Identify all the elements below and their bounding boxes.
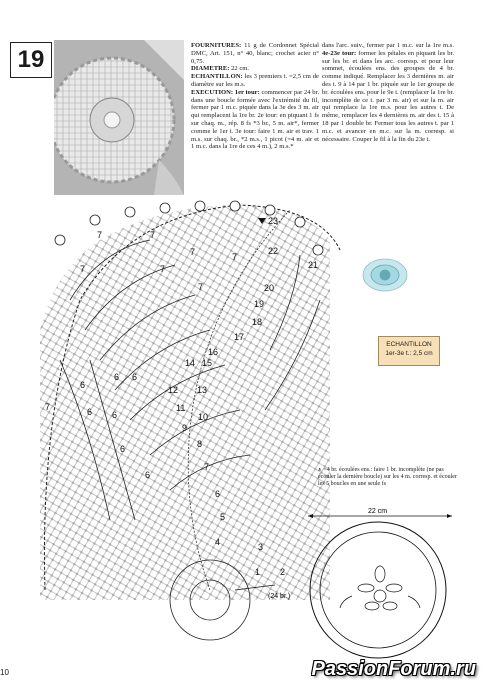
- round-label: 12: [168, 385, 179, 395]
- repeat-label: 7: [198, 282, 204, 292]
- diameter-text: 22 cm.: [231, 65, 250, 73]
- sample-title: ECHANTILLON: [386, 341, 432, 348]
- cluster-stitch-icon: ⩚: [318, 466, 322, 473]
- round-label: 8: [197, 439, 203, 449]
- round-label: 10: [198, 412, 209, 422]
- repeat-label: 7: [232, 252, 238, 262]
- round-label: 4: [215, 537, 221, 547]
- round-label: 15: [202, 358, 213, 368]
- sample-box: [378, 336, 440, 366]
- sample-swatch-icon: [363, 259, 407, 291]
- rounds-label: 4e-23e tour:: [322, 49, 357, 57]
- round-label: 21: [308, 260, 319, 270]
- round-label: 18: [252, 317, 263, 327]
- round-label: 6: [215, 489, 221, 499]
- pattern-number: 19: [10, 42, 52, 78]
- repeat-label: 7: [150, 230, 156, 240]
- watermark: PassionForum.ru: [311, 658, 476, 680]
- round-label: 16: [208, 347, 219, 357]
- diameter-label: DIAMETRE:: [191, 65, 230, 73]
- round-label: 14: [185, 358, 196, 368]
- round-label: 5: [220, 512, 226, 522]
- repeat-label: 6: [87, 407, 93, 417]
- round-label: 19: [254, 299, 265, 309]
- round-label: 1: [255, 567, 261, 577]
- round-label: 7: [204, 462, 210, 472]
- gauge-text: les 3 premiers t. =2,5 cm de diamètre sur les m.s.: [191, 73, 319, 88]
- round-label: 13: [197, 385, 208, 395]
- flower-motif-icon: [340, 566, 420, 610]
- round-label: 9: [182, 423, 188, 433]
- execution-label: EXECUTION: 1er tour:: [191, 88, 260, 96]
- repeat-label: 7: [80, 264, 86, 274]
- round-label: 11: [176, 403, 186, 413]
- repeat-label: 7: [97, 230, 103, 240]
- gauge-label: ECHANTILLON:: [191, 73, 243, 81]
- repeat-label: 6: [120, 444, 126, 454]
- rounds-text: former les pétales en piquant les br. sur les br. et dans les arc. corresp. et pour leur sommet, écoulées ens. des groupes de 4 br. comme indiqué. Remplacer les 3 dernières m. air des t. 9 à 14 par 1 br. piquée sur le 1er groupe de br. écoulées ens. pour le 9e t. (remplacer la 1re br. incomplète de ce t. par 3 m. air) et sur la m. air qui remplace la 1re m.s. pour les autres t. De même, remplacer les 4 dernières m. air des t. 15 à 18 par 1 double br. Fermer tous les autres t. par 1 m.c. et avancer en m.c. sur la m. corresp. si nécessaire. Couper le fil à la fin du 23e t.: [322, 49, 454, 143]
- execution-text: commencer par 24 br. dans une boucle formée avec l'extrémité du fil, fermer par 1 m.c. piquée dans la 3e des 3 m. air qui remplacent la 1re br. 2e tour: en piquant 1 fs sur chaq. m., rép. 8 fs *3 br., 5 m. air*, fermer comme le 1er t. 3e tour: faire 1 m. air et trav. 1 m.s. sur chaq. br., *2 m.s., 1 picot (=4 m. air et 1 m.c. dans la 1re de ces 4 m.), 2 m.s.*: [191, 88, 319, 151]
- repeat-label: 6: [114, 372, 120, 382]
- page-number: 10: [0, 668, 9, 677]
- legend-text: =4 br. écoulées ens.: faire 1 br. incomplète (ne pas écouler la dernière boucle) sur les 4 m. corresp. et écouler les 5 boucles en une seule fs: [318, 467, 457, 487]
- materials-label: FOURNITURES:: [191, 42, 242, 49]
- start-label: (24 br.): [268, 593, 291, 600]
- repeat-label: 6: [132, 372, 138, 382]
- repeat-label: 6: [80, 380, 86, 390]
- round-label: 23: [268, 216, 279, 226]
- execution-continued: dans l'arc. suiv., fermer par 1 m.c. sur la 1re m.s.: [322, 42, 454, 49]
- round-label: 17: [234, 332, 245, 342]
- round-label: 20: [264, 283, 275, 293]
- repeat-label: 6: [145, 470, 151, 480]
- round-label: 3: [258, 542, 264, 552]
- sample-value: 1er-3e t.: 2,5 cm: [385, 350, 433, 357]
- round-label: 2: [280, 567, 286, 577]
- repeat-label: 7: [160, 264, 166, 274]
- symbol-legend: [318, 466, 460, 488]
- repeat-label: 7: [190, 247, 196, 257]
- materials-text: 11 g de Cordonnet Spécial DMC, Art. 151, n° 40, blanc; crochet acier n° 0,75.: [191, 42, 319, 65]
- dimension-label: 22 cm: [368, 508, 388, 515]
- repeat-label: 6: [112, 410, 118, 420]
- repeat-label: 7: [45, 402, 51, 412]
- round-label: 22: [268, 246, 279, 256]
